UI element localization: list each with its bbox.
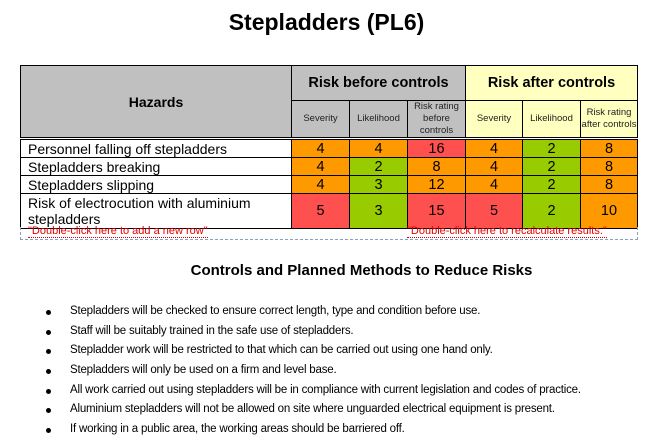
severity-before-cell: 5: [292, 194, 350, 229]
bullet-icon: [46, 389, 51, 394]
risk-assessment-table: [20, 65, 638, 229]
bullet-icon: [46, 349, 51, 354]
list-item: Stepladder work will be restricted to that which can be carried out using one hand only.: [44, 341, 581, 361]
rating-after-cell: 8: [581, 158, 638, 176]
bullet-icon: [46, 408, 51, 413]
rating-before-cell: 15: [408, 194, 466, 229]
list-item: Stepladders will only be used on a firm and level base.: [44, 361, 581, 381]
hazard-cell: Personnel falling off stepladders: [21, 140, 292, 158]
list-item: All work carried out using stepladders will be in compliance with current legislation and codes of practice.: [44, 381, 581, 401]
likelihood-before-cell: 4: [350, 140, 408, 158]
bullet-icon: [46, 310, 51, 315]
rating-after-cell: 10: [581, 194, 638, 229]
bullet-icon: [46, 330, 51, 335]
bullet-icon: [46, 369, 51, 374]
risk-after-header: Risk after controls: [466, 66, 638, 101]
likelihood-before-header: Likelihood: [350, 101, 408, 138]
add-row-link[interactable]: "Double-click here to add a new row": [28, 225, 208, 237]
table-row: [21, 176, 638, 194]
likelihood-after-cell: 2: [523, 158, 581, 176]
rating-after-cell: 8: [581, 140, 638, 158]
list-item: Stepladders will be checked to ensure correct length, type and condition before use.: [44, 302, 581, 322]
severity-after-cell: 4: [466, 140, 523, 158]
risk-before-header: Risk before controls: [292, 66, 466, 101]
likelihood-after-cell: 2: [523, 140, 581, 158]
severity-before-cell: 4: [292, 140, 350, 158]
page-title: Stepladders (PL6): [228, 9, 425, 35]
table-row: [21, 140, 638, 158]
likelihood-after-header: Likelihood: [523, 101, 581, 138]
severity-after-cell: 5: [466, 194, 523, 229]
severity-after-cell: 4: [466, 176, 523, 194]
controls-list: [44, 302, 581, 440]
table-row: [21, 158, 638, 176]
recalculate-link[interactable]: "Double-click here to recalculate results.": [407, 225, 607, 237]
rating-before-header: Risk rating before controls: [408, 101, 466, 138]
rating-after-cell: 8: [581, 176, 638, 194]
rating-before-cell: 8: [408, 158, 466, 176]
list-item: If working in a public area, the working areas should be barriered off.: [44, 420, 581, 440]
likelihood-after-cell: 2: [523, 194, 581, 229]
rating-before-cell: 16: [408, 140, 466, 158]
table-row: [21, 194, 638, 229]
severity-after-header: Severity: [466, 101, 523, 138]
severity-before-header: Severity: [292, 101, 350, 138]
severity-before-cell: 4: [292, 176, 350, 194]
rating-after-header: Risk rating after controls: [581, 101, 638, 138]
list-item: Aluminium stepladders will not be allowed on site where unguarded electrical equipment is present.: [44, 400, 581, 420]
likelihood-before-cell: 2: [350, 158, 408, 176]
hazard-cell: Stepladders slipping: [21, 176, 292, 194]
rating-before-cell: 12: [408, 176, 466, 194]
controls-heading: Controls and Planned Methods to Reduce Risks: [190, 262, 533, 279]
list-item: Staff will be suitably trained in the safe use of stepladders.: [44, 322, 581, 342]
hazards-header: Hazards: [21, 66, 292, 138]
hazard-cell: Stepladders breaking: [21, 158, 292, 176]
severity-after-cell: 4: [466, 158, 523, 176]
bullet-icon: [46, 428, 51, 433]
severity-before-cell: 4: [292, 158, 350, 176]
likelihood-after-cell: 2: [523, 176, 581, 194]
likelihood-before-cell: 3: [350, 176, 408, 194]
hazard-cell: Risk of electrocution with aluminium stepladders: [21, 194, 292, 229]
likelihood-before-cell: 3: [350, 194, 408, 229]
